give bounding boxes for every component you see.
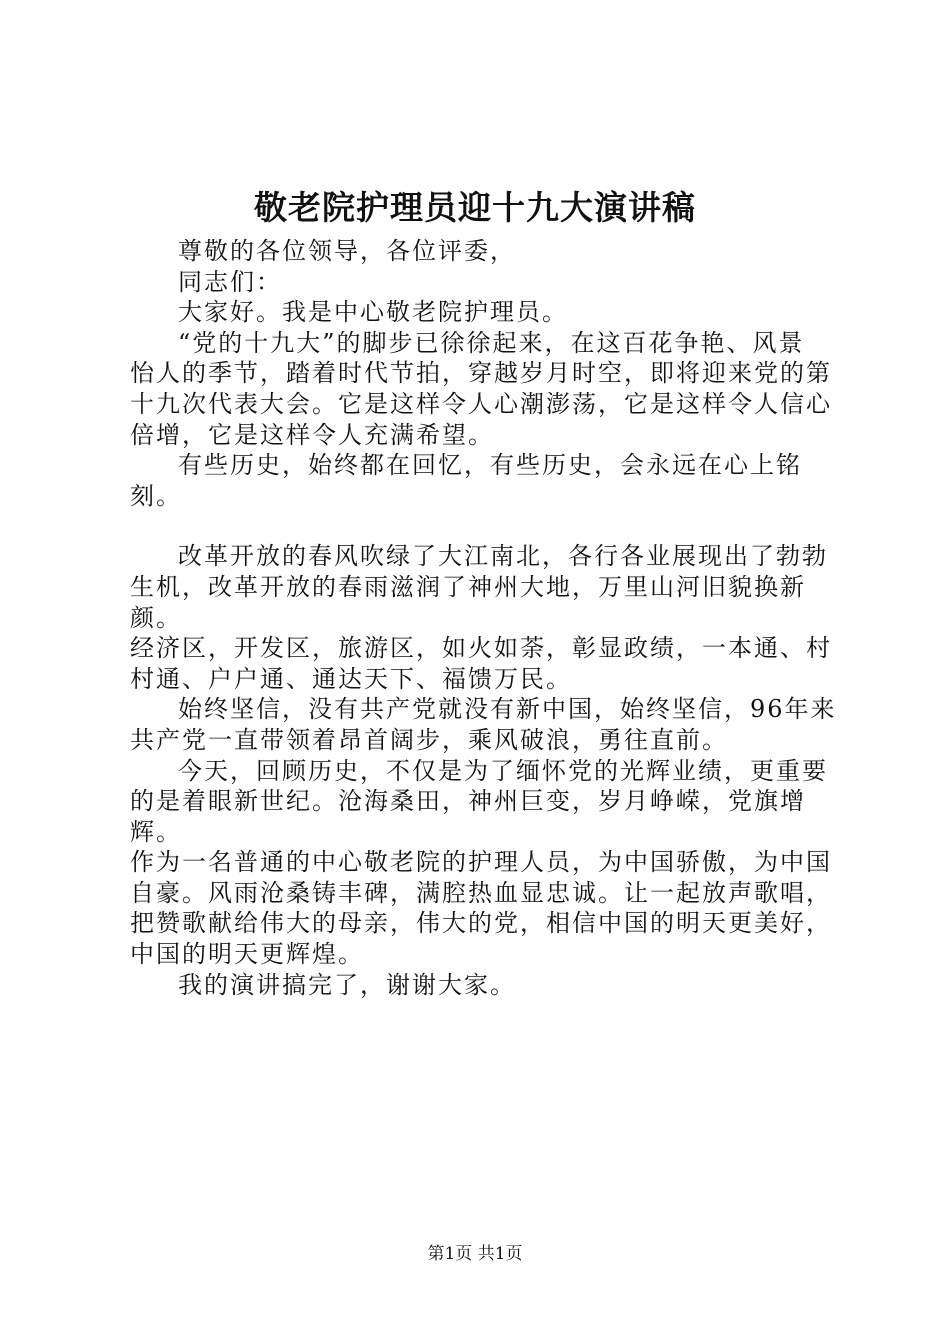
closing-paragraph: 我的演讲搞完了，谢谢大家。 [178,970,516,999]
page-number-footer: 第1页 共1页 [427,1244,523,1264]
body-paragraph: 始终坚信，没有共产党就没有新中国，始终坚信，96年来 共产党一直带领着昂首阔步，乘风破浪，勇往直前。 [130,695,837,754]
body-paragraph: “党的十九大”的脚步已徐徐起来，在这百花争艳、风景 怡人的季节，踏着时代节拍，穿越岁月时空，即将迎来党的第 十九次代表大会。它是这样令人心潮澎荡，它是这样令人信心 倍增，它是这样令人充满希望。 [130,328,832,449]
body-paragraph: 改革开放的春风吹绿了大江南北，各行各业展现出了勃勃 生机，改革开放的春雨滋润了神州大地，万里山河旧貌换新颜。 经济区，开发区，旅游区，如火如荼，彰显政绩，一本通、村 村通、户户通、通达天下、福馈万民。 [130,542,832,693]
document-title: 敬老院护理员迎十九大演讲稿 [254,188,696,227]
salutation-paragraph: 同志们： [178,267,282,296]
body-paragraph: 今天，回顾历史，不仅是为了缅怀党的光辉业绩，更重要 的是着眼新世纪。沧海桑田，神州巨变，岁月峥嵘，党旗增辉。 作为一名普通的中心敬老院的护理人员，为中国骄傲，为中国 自豪。风雨沧桑铸丰碑，满腔热血显忠诚。让一起放声歌唱， 把赞歌献给伟大的母亲，伟大的党，相信中国的明天更美好， 中国的明天更辉煌。 [130,756,832,969]
body-paragraph: 有些历史，始终都在回忆，有些历史，会永远在心上铭刻。 [130,451,802,510]
salutation-paragraph: 尊敬的各位领导，各位评委， [178,237,516,265]
greeting-paragraph: 大家好。我是中心敬老院护理员。 [178,298,568,327]
document-body [130,236,850,1000]
